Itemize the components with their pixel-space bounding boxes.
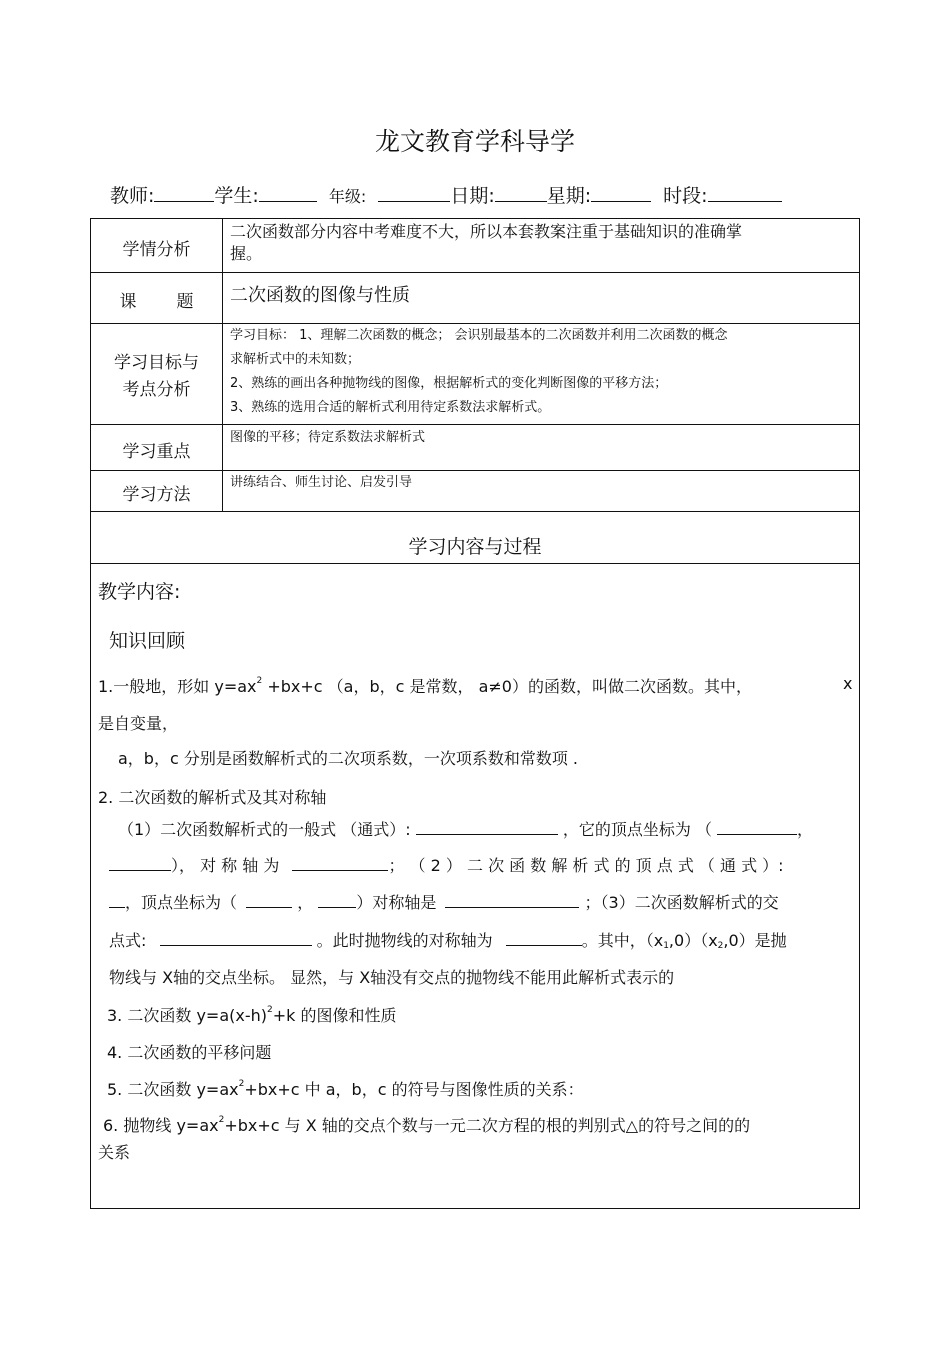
para-2-line-5: 物线与 X轴的交点坐标。 显然，与 X轴没有交点的抛物线不能用此解析式表示的 (109, 968, 675, 987)
teacher-blank[interactable] (154, 183, 214, 202)
subscript: 2 (717, 941, 724, 951)
page-title: 龙文教育学科导学 (374, 127, 575, 156)
section-title: 学习内容与过程 (408, 536, 542, 558)
mubiao-line: 求解析式中的未知数； (230, 352, 361, 367)
mubiao-line: 2、熟练的画出各种抛物线的图像，根据解析式的变化判断图像的平移方法； (230, 376, 668, 391)
para-6 (103, 1113, 750, 1136)
date-blank[interactable] (495, 183, 547, 202)
date-label: 日期: (450, 185, 495, 207)
para-2-line-4 (109, 928, 787, 951)
para-2-line-2 (109, 853, 784, 876)
xueqing-line: 握。 (230, 244, 263, 263)
text-run: 点式: (109, 931, 147, 950)
mubiao-line: 学习目标： 1、理解二次函数的概念； 会识别最基本的二次函数并利用二次函数的概念 (230, 328, 728, 343)
para-4: 4. 二次函数的平移问题 (107, 1043, 272, 1062)
teacher-label: 教师: (110, 185, 155, 207)
para-2-line-1 (118, 817, 813, 840)
text-run: ，顶点坐标为（ (125, 893, 238, 912)
xueqing-label: 学情分析 (122, 240, 191, 260)
xueqing-line: 二次函数部分内容中考难度不大，所以本套教案注重于基础知识的准确掌 (230, 222, 743, 241)
weekday-label: 星期: (546, 185, 592, 207)
text-run: ， (297, 893, 314, 912)
blank[interactable] (506, 929, 582, 946)
text-run: +bx+c 与 X 轴的交点个数与一元二次方程的根的判别式△的符号之间的的 (224, 1116, 751, 1135)
student-label: 学生: (214, 185, 259, 207)
mubiao-label-line: 学习目标与 (114, 353, 199, 373)
text-run: 。此时抛物线的对称轴为 (316, 931, 493, 950)
superscript: 2 (238, 1079, 245, 1089)
period-blank[interactable] (708, 183, 782, 202)
blank[interactable] (717, 818, 797, 835)
text-run: 3. 二次函数 y=a(x-h) (107, 1006, 267, 1025)
mubiao-label-line: 考点分析 (122, 380, 191, 400)
para-1-x: x (843, 674, 853, 693)
para-5 (107, 1077, 584, 1100)
fangfa-label: 学习方法 (122, 485, 191, 505)
para-1-line-3: a，b，c 分别是函数解析式的二次项系数，一次项系数和常数项 . (118, 749, 579, 768)
mubiao-label (91, 350, 222, 404)
content-heading: 教学内容: (98, 581, 181, 603)
fangfa-value: 讲练结合、师生讨论、启发引导 (230, 475, 413, 490)
zhongdian-value: 图像的平移；待定系数法求解析式 (230, 430, 426, 445)
keti-value: 二次函数的图像与性质 (230, 285, 410, 306)
text-run: 5. 二次函数 y=ax (107, 1080, 239, 1099)
blank[interactable] (292, 854, 388, 871)
weekday-blank[interactable] (591, 183, 651, 202)
text-run: ）， 对 称 轴 为 (171, 856, 280, 875)
blank[interactable] (109, 891, 125, 908)
student-blank[interactable] (259, 183, 317, 202)
text-run: 。其中，（x (581, 931, 664, 950)
para-3 (107, 1003, 397, 1026)
header-fields (110, 181, 782, 208)
keti-label (91, 287, 222, 312)
xueqing-text (230, 221, 742, 265)
superscript: 2 (256, 676, 263, 686)
superscript: 2 (267, 1005, 273, 1015)
blank[interactable] (445, 891, 579, 908)
keti-label-b: 题 (176, 292, 194, 312)
blank[interactable] (416, 818, 558, 835)
text-run: ，它的顶点坐标为 （ (562, 820, 712, 839)
blank[interactable] (318, 891, 356, 908)
mubiao-line: 3、熟练的选用合适的解析式利用待定系数法求解析式。 (230, 400, 551, 415)
para-6-line-2: 关系 (98, 1143, 131, 1162)
text-run: ， (797, 820, 814, 839)
text-run: ； （ 2 ） 二 次 函 数 解 析 式 的 顶 点 式 （ 通 式 ）: (388, 856, 784, 875)
text-run: +bx+c （a，b，c 是常数， a≠0）的函数，叫做二次函数。其中， (262, 677, 752, 696)
para-1-line-2: 是自变量， (98, 714, 179, 733)
para-1-line-1 (98, 674, 752, 697)
text-run: ,0）（x (668, 931, 718, 950)
blank[interactable] (246, 891, 292, 908)
text-run: ,0）是抛 (723, 931, 787, 950)
text-run: ；（3）二次函数解析式的交 (584, 893, 779, 912)
period-label: 时段: (663, 185, 708, 207)
blank[interactable] (109, 854, 171, 871)
text-run: 6. 抛物线 y=ax (103, 1116, 219, 1135)
para-2-line-3 (109, 890, 779, 913)
content-subheading: 知识回顾 (109, 630, 186, 652)
grade-label: 年级: (328, 187, 367, 206)
grade-blank[interactable] (378, 183, 450, 202)
text-run: 1.一般地，形如 y=ax (98, 677, 257, 696)
text-run: ）对称轴是 (356, 893, 437, 912)
subscript: 1 (663, 941, 669, 951)
superscript: 2 (218, 1115, 225, 1125)
text-run: +bx+c 中 a，b，c 的符号与图像性质的关系： (244, 1080, 584, 1099)
zhongdian-label: 学习重点 (122, 442, 191, 462)
keti-label-a: 课 (119, 292, 137, 312)
mubiao-text (230, 324, 728, 420)
text-run: +k 的图像和性质 (272, 1006, 397, 1025)
para-2: 2. 二次函数的解析式及其对称轴 (98, 788, 327, 807)
text-run: （1）二次函数解析式的一般式 （通式）: (118, 820, 411, 839)
blank[interactable] (160, 929, 312, 946)
